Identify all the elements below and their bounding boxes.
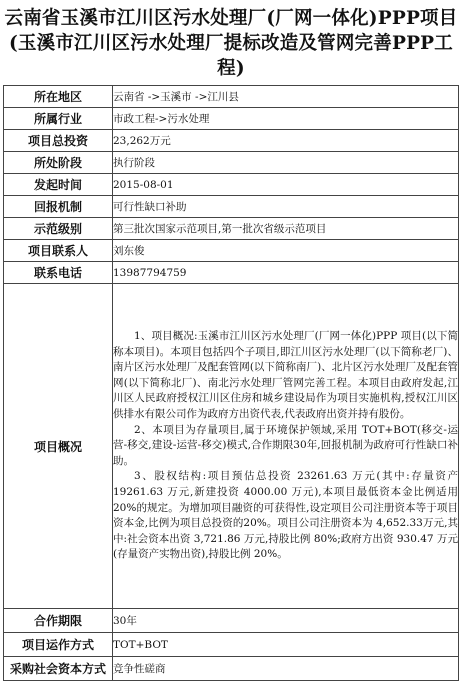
procurement-value: 竞争性磋商 [113,657,459,681]
term-label: 合作期限 [4,609,113,633]
region-value: 云南省 ->玉溪市 ->江川县 [113,86,459,108]
table-row-stage [4,152,459,174]
term-value: 30年 [113,609,459,633]
start-date-label: 发起时间 [4,174,113,196]
region-label: 所在地区 [4,86,113,108]
start-date-value: 2015-08-01 [113,174,459,196]
table-row-start-date [4,174,459,196]
overview-paragraph: 1、项目概况:玉溪市江川区污水处理厂(厂网一体化)PPP 项目(以下简称本项目)。本项目包括四个子项目,即江川区污水处理厂(以下简称老厂)、南片区污水处理厂及配套管网(以下简称南厂)、北片区污水处理厂及配套管网(以下简称北厂)、南北污水处理厂管网完善工程。本项目由政府发起,江川区人民政府授权江川区住房和城乡建设局作为项目实施机构,授权江川区供排水有限公司作为政府方出资代表,代表政府出资并持有股份。 [113,330,458,421]
overview-paragraph: 2、本项目为存量项目,属于环境保护领域,采用 TOT+BOT(移交-运营-移交,建设-运营-移交)模式,合作期限30年,回报机制为政府可行性缺口补助。 [113,423,458,467]
stage-label: 所处阶段 [4,152,113,174]
industry-label: 所属行业 [4,108,113,130]
stage-value: 执行阶段 [113,152,459,174]
procurement-label: 采购社会资本方式 [4,657,113,681]
contact-label: 项目联系人 [4,240,113,262]
project-info-body [4,86,459,681]
table-row-procurement [4,657,459,681]
table-row-region [4,86,459,108]
return-mechanism-value: 可行性缺口补助 [113,196,459,218]
operation-mode-label: 项目运作方式 [4,633,113,657]
return-mechanism-label: 回报机制 [4,196,113,218]
table-row-term [4,609,459,633]
demo-level-value: 第三批次国家示范项目,第一批次省级示范项目 [113,218,459,240]
investment-value: 23,262万元 [113,130,459,152]
demo-level-label: 示范级别 [4,218,113,240]
table-row-contact [4,240,459,262]
table-row-demo-level [4,218,459,240]
industry-value: 市政工程->污水处理 [113,108,459,130]
phone-value: 13987794759 [113,262,459,284]
table-row-overview [4,284,459,609]
table-row-phone [4,262,459,284]
table-row-return-mechanism [4,196,459,218]
table-row-operation-mode [4,633,459,657]
table-row-industry [4,108,459,130]
overview-paragraph: 3、股权结构:项目预估总投资 23261.63 万元(其中:存量资产 19261.63 万元,新建投资 4000.00 万元),本项目最低资本金比例适用 20%的规定。为增加项目融资的可获得性,设定项目公司注册资本等于项目资本金,比例为项目总投资的20%。项目公司注册资本为 4,652.33万元,其中:社会资本出资 3,721.86 万元,持股比例 80%;政府方出资 930.47 万元(存量资产实物出资),持股比例 20%。 [113,470,458,561]
operation-mode-value: TOT+BOT [113,633,459,657]
overview-label: 项目概况 [4,284,113,609]
overview-text [113,284,459,609]
project-title: 云南省玉溪市江川区污水处理厂(厂网一体化)PPP项目(玉溪市江川区污水处理厂提标改造及管网完善PPP工程) [4,8,458,79]
investment-label: 项目总投资 [4,130,113,152]
table-row-investment [4,130,459,152]
contact-value: 刘东俊 [113,240,459,262]
phone-label: 联系电话 [4,262,113,284]
project-info-table [3,85,459,681]
